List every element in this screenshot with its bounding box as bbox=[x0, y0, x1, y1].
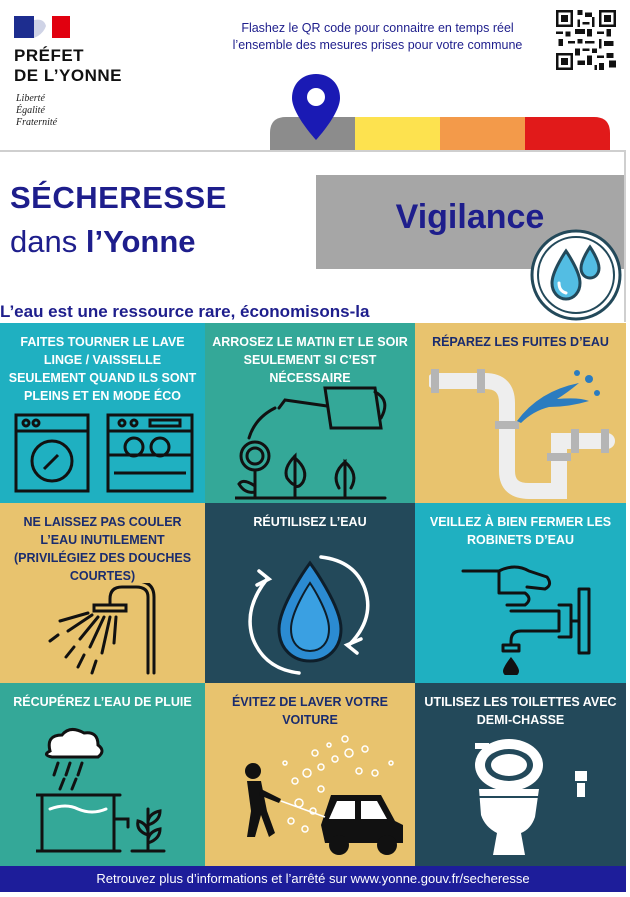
shower-icon bbox=[40, 583, 160, 679]
tip-text: RÉCUPÉREZ L’EAU DE PLUIE bbox=[13, 695, 192, 709]
tip-text: RÉUTILISEZ L’EAU bbox=[253, 515, 367, 529]
tip-card bbox=[415, 503, 626, 683]
washing-machine-dishwasher-icon bbox=[10, 413, 196, 497]
vigilance-label: Vigilance bbox=[395, 198, 545, 236]
tip-card bbox=[415, 323, 626, 503]
qr-instructions: Flashez le QR code pour connaitre en temps réel l’ensemble des mesures prises pour votre commune bbox=[232, 21, 523, 52]
tip-text: ARROSEZ LE MATIN ET LE SOIR SEULEMENT SI C’EST NÉCESSAIRE bbox=[212, 335, 408, 385]
page-subtitle: dans l’Yonne bbox=[10, 224, 196, 259]
recycle-water-icon bbox=[237, 549, 383, 679]
faucet-icon bbox=[459, 559, 599, 675]
gauge-level-1 bbox=[355, 117, 440, 150]
tip-text: VEILLEZ À BIEN FERMER LES ROBINETS D’EAU bbox=[429, 515, 612, 547]
slogan: L’eau est une ressource rare, économisons-la bbox=[0, 302, 370, 321]
tip-text: NE LAISSEZ PAS COULER L’EAU INUTILEMENT (PRIVILÉGIEZ DES DOUCHES COURTES) bbox=[13, 515, 192, 583]
tip-card bbox=[205, 323, 415, 503]
marianne-flag-icon bbox=[14, 16, 70, 38]
tip-card bbox=[0, 503, 205, 683]
rain-barrel-icon bbox=[36, 727, 170, 857]
tip-text: RÉPAREZ LES FUITES D’EAU bbox=[432, 335, 609, 349]
car-wash-icon bbox=[225, 733, 409, 861]
gauge-level-2 bbox=[440, 117, 525, 150]
tip-text: UTILISEZ LES TOILETTES AVEC DEMI-CHASSE bbox=[424, 695, 617, 727]
tip-card bbox=[205, 683, 415, 866]
location-pin-icon bbox=[292, 74, 340, 140]
tip-card bbox=[0, 683, 205, 866]
prefet-title: PRÉFET DE L’YONNE bbox=[14, 46, 122, 85]
frame-divider bbox=[0, 150, 626, 152]
republic-motto: Liberté Égalité Fraternité bbox=[16, 93, 58, 128]
leaking-pipe-icon bbox=[429, 361, 619, 501]
tip-text: FAITES TOURNER LE LAVE LINGE / VAISSELLE SEULEMENT QUAND ILS SONT PLEINS ET EN MODE ÉCO bbox=[8, 335, 197, 403]
page-title: SÉCHERESSE bbox=[10, 180, 227, 215]
water-drops-icon bbox=[530, 229, 622, 321]
watering-can-icon bbox=[235, 378, 395, 500]
toilet-icon bbox=[471, 737, 591, 861]
tip-card bbox=[205, 503, 415, 683]
qr-code-icon[interactable] bbox=[556, 10, 616, 70]
footer-info[interactable]: Retrouvez plus d’informations et l’arrêté sur www.yonne.gouv.fr/secheresse bbox=[0, 866, 626, 892]
gauge-level-3 bbox=[525, 117, 610, 150]
tip-card bbox=[415, 683, 626, 866]
tip-card bbox=[0, 323, 205, 503]
frame-divider-right bbox=[624, 150, 626, 322]
tip-text: ÉVITEZ DE LAVER VOTRE VOITURE bbox=[231, 695, 389, 727]
